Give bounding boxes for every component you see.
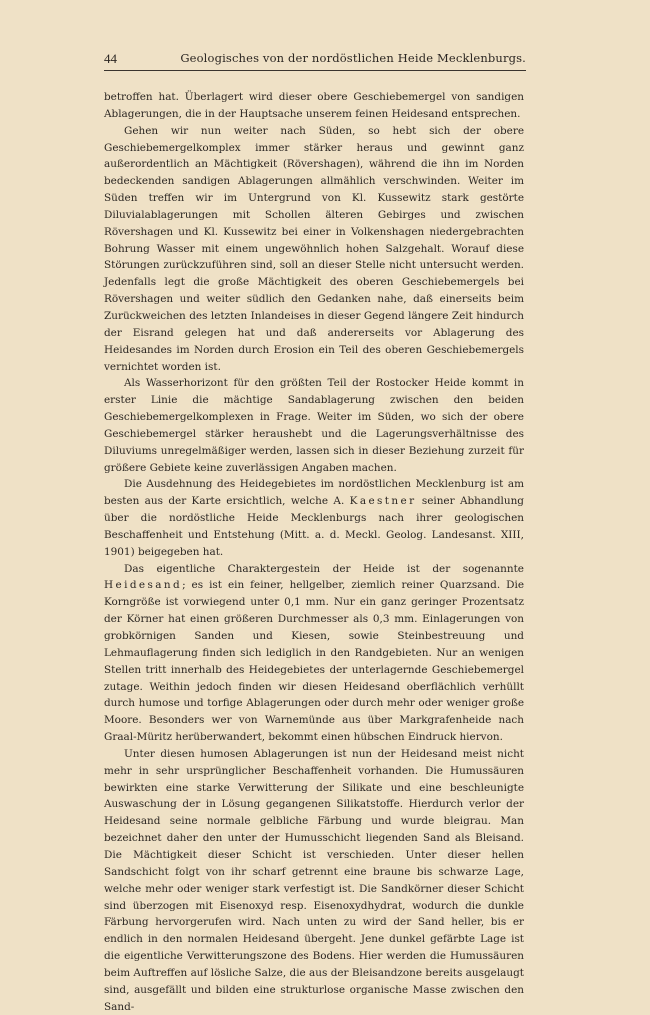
term-heidesand: Heidesand [104,579,183,592]
paragraph-4 [104,476,524,560]
paragraph-4-before: Die Ausdehnung des Heidegebietes im nordöstlichen Mecklenburg ist am besten aus der Karte ersichtlich, welche A. [104,478,524,508]
header-rule [104,70,526,71]
page-header [104,48,526,68]
body-text [104,89,524,1015]
paragraph-2: Gehen wir nun weiter nach Süden, so hebt sich der obere Geschiebemergelkomplex immer stärker heraus und gewinnt ganz außerordentlich an Mächtigkeit (Rövershagen), während die ihn im Norden bedeckenden sandigen Ablagerungen allmählich verschwinden. Weiter im Süden treffen wir im Untergrund von Kl. Kussewitz stark gestörte Diluvialablagerungen mit Schollen älteren Gebirges und zwischen Rövershagen und Kl. Kussewitz bei einer in Volkenshagen niedergebrachten Bohrung Wasser mit einem ungewöhnlich hohen Salzgehalt. Worauf diese Störungen zurückzuführen sind, soll an dieser Stelle nicht untersucht werden. Jedenfalls legt die große Mächtigkeit des oberen Geschiebemergels bei Rövershagen und weiter südlich den Gedanken nahe, daß einerseits beim Zurückweichen des letzten Inlandeises in dieser Gegend längere Zeit hindurch der Eisrand gelegen hat und daß andererseits vor Ablagerung des Heidesandes im Norden durch Erosion ein Teil des oberen Geschiebemergels vernichtet worden ist. [104,124,524,373]
page-number: 44 [104,51,117,66]
paragraph-5 [104,561,524,746]
paragraph-3: Als Wasserhorizont für den größten Teil der Rostocker Heide kommt in erster Linie die mächtige Sandablagerung zwischen den beiden Geschiebemergelkomplexen in Frage. Weiter im Süden, wo sich der obere Geschiebemergel stärker heraushebt und die Lagerungsverhältnisse des Diluviums unregelmäßiger werden, lassen sich in dieser Beziehung zurzeit für größere Gebiete keine zuverlässigen Angaben machen. [104,377,524,474]
running-title: Geologisches von der nordöstlichen Heide Mecklenburgs. [180,51,526,65]
author-name-kaestner: Kaestner [349,495,417,508]
paragraph-5-before: Das eigentliche Charaktergestein der Heide ist der sogenannte [124,562,524,575]
paragraph-6: Unter diesen humosen Ablagerungen ist nun der Heidesand meist nicht mehr in sehr ursprünglicher Beschaffenheit vorhanden. Die Humussäuren bewirkten eine starke Verwitterung der Silikate und eine beschleunigte Auswaschung der in Lösung gegangenen Silikatstoffe. Hierdurch verlor der Heidesand seine normale gelbliche Färbung und wurde bleigrau. Man bezeichnet daher den unter der Humusschicht liegenden Sand als Bleisand. Die Mächtigkeit dieser Schicht ist verschieden. Unter dieser hellen Sandschicht folgt von ihr scharf getrennt eine braune bis schwarze Lage, welche mehr oder weniger stark verfestigt ist. Die Sandkörner dieser Schicht sind überzogen mit Eisenoxyd resp. Eisenoxydhydrat, wodurch die dunkle Färbung hervorgerufen wird. Nach unten zu wird der Sand heller, bis er endlich in den normalen Heidesand übergeht. Jene dunkel gefärbte Lage ist die eigentliche Verwitterungszone des Bodens. Hier werden die Humussäuren beim Auftreffen auf lösliche Salze, die aus der Bleisandzone bereits ausgelaugt sind, ausgefällt und bilden eine strukturlose organische Masse zwischen den Sand- [104,747,524,1013]
paragraph-4-after: seiner Abhandlung über die nordöstliche Heide Mecklenburgs nach ihrer geologischen Beschaffenheit und Entstehung (Mitt. a. d. Meckl. Geolog. Landesanst. XIII, 1901) beigegeben hat. [104,495,524,558]
paragraph-5-after: ; es ist ein feiner, hellgelber, ziemlich reiner Quarzsand. Die Korngröße ist vorwiegend unter 0,1 mm. Nur ein ganz geringer Prozentsatz der Körner hat einen größeren Durchmesser als 0,3 mm. Einlagerungen von grobkörnigen Sanden und Kiesen, sowie Steinbestreuung und Lehmauflagerung finden sich lediglich in den Randgebieten. Nur an wenigen Stellen tritt innerhalb des Heidegebietes der unterlagernde Geschiebemergel zutage. Weithin jedoch finden wir diesen Heidesand oberflächlich verhüllt durch humose und torfige Ablagerungen oder durch mehr oder weniger große Moore. Besonders wer von Warnemünde aus über Markgrafenheide nach Graal-Müritz herüberwandert, bekommt einen hübschen Eindruck hiervon. [104,579,524,744]
paragraph-1: betroffen hat. Überlagert wird dieser obere Geschiebemergel von sandigen Ablagerungen, die in der Hauptsache unserem feinen Heidesand entsprechen. [104,91,524,120]
